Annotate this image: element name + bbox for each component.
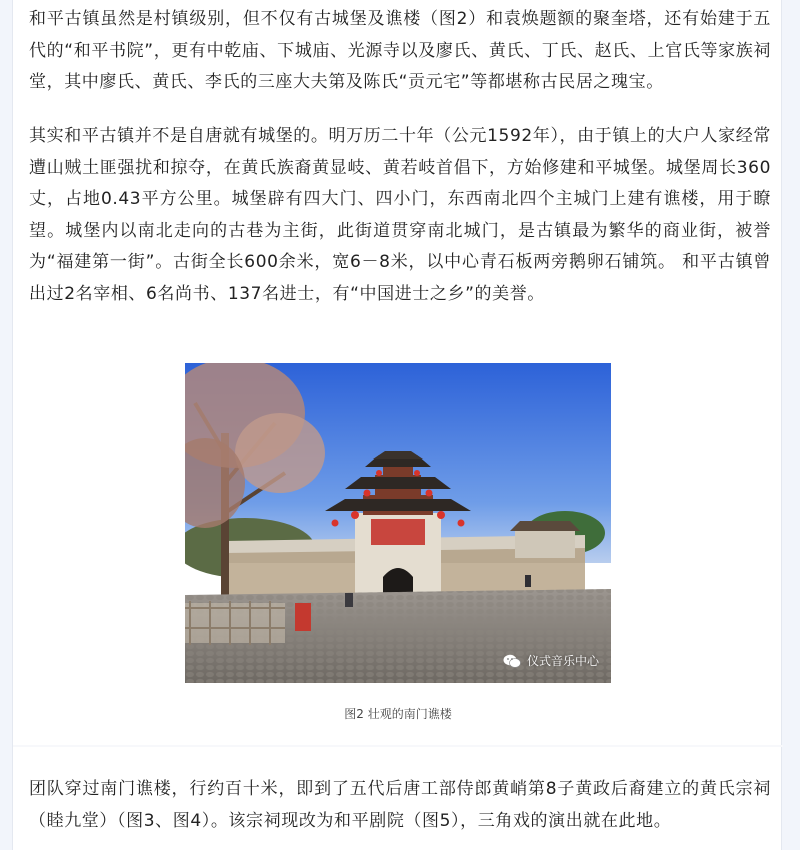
wechat-icon: [503, 654, 521, 668]
figure-caption: 图2 壮观的南门谯楼: [344, 707, 452, 721]
paragraph-visit: 团队穿过南门谯楼，行约百十米，即到了五代后唐工部侍郎黄峭第8子黄政后裔建立的黄氏宗祠（睦九堂）（图3、图4）。该宗祠现改为和平剧院（图5），三角戏的演出就在此地。: [29, 779, 771, 831]
article-page: [12, 0, 782, 850]
watermark: [503, 652, 599, 669]
watermark-text: 仪式音乐中心: [526, 654, 599, 668]
south-gate-tower-illustration: [185, 363, 611, 683]
photo-south-gate-tower: [185, 363, 611, 683]
section-divider: [13, 745, 783, 747]
paragraph-history: 其实和平古镇并不是自唐就有城堡的。明万历二十年（公元1592年），由于镇上的大户人家经常遭山贼土匪强扰和掠夺，在黄氏族裔黄显岐、黄若岐首倡下，方始修建和平城堡。城堡周长360丈，占地0.43平方公里。城堡辟有四大门、四小门，东西南北四个主城门上建有谯楼，用于瞭望。城堡内以南北走向的古巷为主街，此街道贯穿南北城门，是古镇最为繁华的商业街，被誉为“福建第一街”。古街全长600余米，宽6－8米，以中心青石板两旁鹅卵石铺筑。 和平古镇曾出过2名宰相、6名尚书、137名进士，有“中国进士之乡”的美誉。: [29, 126, 771, 304]
paragraph-intro: 和平古镇虽然是村镇级别，但不仅有古城堡及谯楼（图2）和袁焕题额的聚奎塔，还有始建于五代的“和平书院”，更有中乾庙、下城庙、光源寺以及廖氏、黄氏、丁氏、赵氏、上官氏等家族祠堂，其中廖氏、黄氏、李氏的三座大夫第及陈氏“贡元宅”等都堪称古民居之瑰宝。: [29, 9, 771, 92]
